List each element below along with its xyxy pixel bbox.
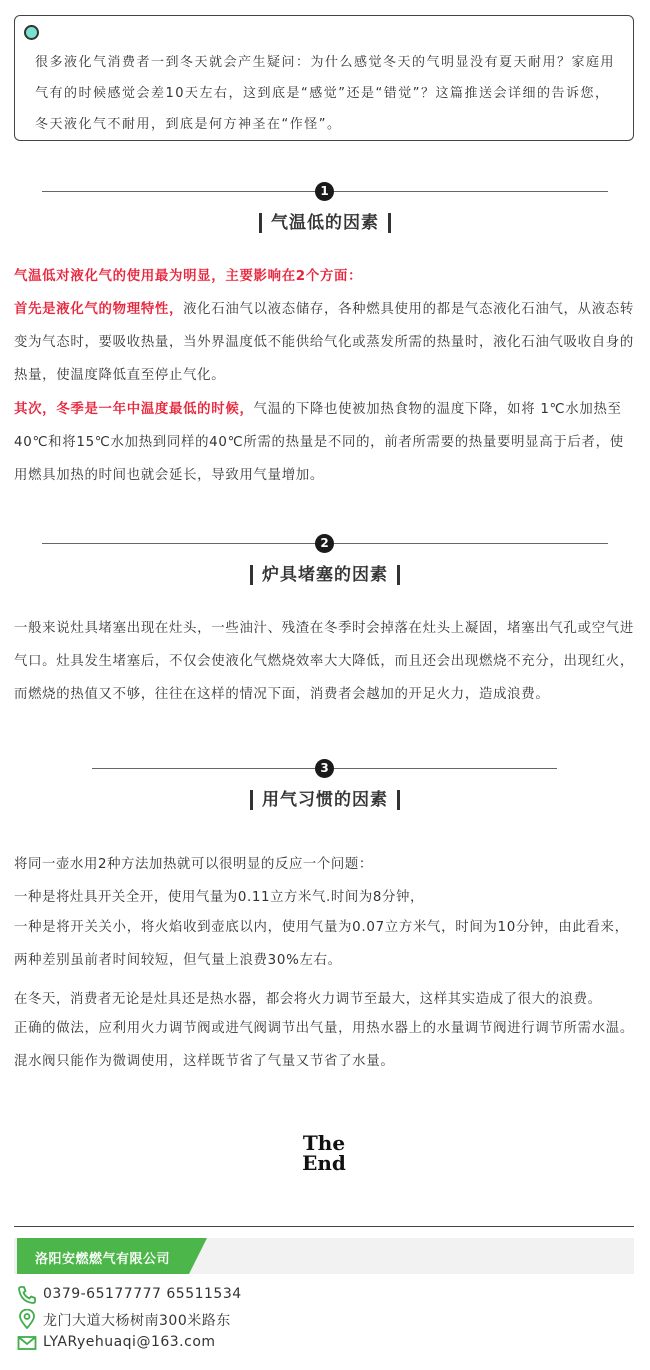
section-2-paragraph: 一般来说灶具堵塞出现在灶头，一些油汁、残渣在冬季时会掉落在灶头上凝固，堵塞出气孔或空气进气口。灶具发生堵塞后，不仅会使液化气燃烧效率大大降低，而且还会出现燃烧不充分，出现红火，而燃烧的热值又不够，往往在这样的情况下面，消费者会越加的开足火力，造成浪费。 [14, 621, 634, 702]
section-3-line-1: 将同一壶水用2种方法加热就可以很明显的反应一个问题： [14, 857, 373, 872]
phone-icon [17, 1285, 37, 1305]
footer-divider [14, 1226, 634, 1227]
section-2-title: 炉具堵塞的因素 [262, 565, 388, 585]
section-3-line-3: 一种是将开关关小，将火焰收到壶底以内，使用气量为0.07立方米气，时间为10分钟，由此看来，两种差别虽前者时间较短，但气量上浪费30%左右。 [14, 920, 629, 968]
section-3-line-2: 一种是将灶具开关全开，使用气量为0.11立方米气.时间为8分钟， [14, 890, 424, 905]
teal-dot-icon [24, 25, 39, 40]
the-end-logo [296, 1131, 352, 1173]
section-1-lead: 气温低对液化气的使用最为明显，主要影响在2个方面： [14, 269, 363, 284]
section-3-number: 3 [315, 759, 334, 778]
section-3-title: 用气习惯的因素 [262, 790, 388, 810]
intro-text: 很多液化气消费者一到冬天就会产生疑问：为什么感觉冬天的气明显没有夏天耐用？家庭用气有的时候感觉会差10天左右，这到底是“感觉”还是“错觉”？这篇推送会详细的告诉您，冬天液化气不耐用，到底是何方神圣在“作怪”。 [35, 55, 616, 132]
company-name: 洛阳安燃燃气有限公司 [35, 1252, 171, 1267]
section-1-paragraph-1: 首先是液化气的物理特性，液化石油气以液态储存，各种燃具使用的都是气态液化石油气，从液态转变为气态时，要吸收热量，当外界温度低不能供给气化或蒸发所需的热量时，液化石油气吸收自身的热量，使温度降低直至停止气化。 [14, 302, 634, 383]
section-3-line-5: 正确的做法，应利用火力调节阀或进气阀调节出气量，用热水器上的水量调节阀进行调节所需水温。混水阀只能作为微调使用，这样既节省了气量又节省了水量。 [14, 1021, 634, 1069]
the-end-line-1: The [302, 1131, 346, 1155]
section-1-paragraph-2: 其次，冬季是一年中温度最低的时候，气温的下降也使被加热食物的温度下降，如将 1℃水加热至40℃和将15℃水加热到同样的40℃所需的热量是不同的，前者所需要的热量要明显高于后者，使用燃具加热的时间也就会延长，导致用气量增加。 [14, 402, 624, 483]
intro-box [14, 15, 634, 141]
address-text: 龙门大道大杨树南300米路东 [43, 1313, 231, 1329]
email-text[interactable]: LYARyehuaqi@163.com [43, 1334, 216, 1350]
mail-icon [17, 1333, 37, 1353]
location-pin-icon [17, 1309, 37, 1329]
section-1-title: 气温低的因素 [271, 213, 379, 233]
section-2-heading [0, 560, 650, 585]
section-1-number: 1 [315, 182, 334, 201]
section-3-line-4: 在冬天，消费者无论是灶具还是热水器，都会将火力调节至最大，这样其实造成了很大的浪费。 [14, 992, 602, 1007]
section-1-heading [0, 208, 650, 233]
section-3-heading [0, 785, 650, 810]
section-2-number: 2 [315, 534, 334, 553]
phone-text[interactable]: 0379-65177777 65511534 [43, 1286, 242, 1302]
the-end-line-2: End [302, 1151, 346, 1173]
